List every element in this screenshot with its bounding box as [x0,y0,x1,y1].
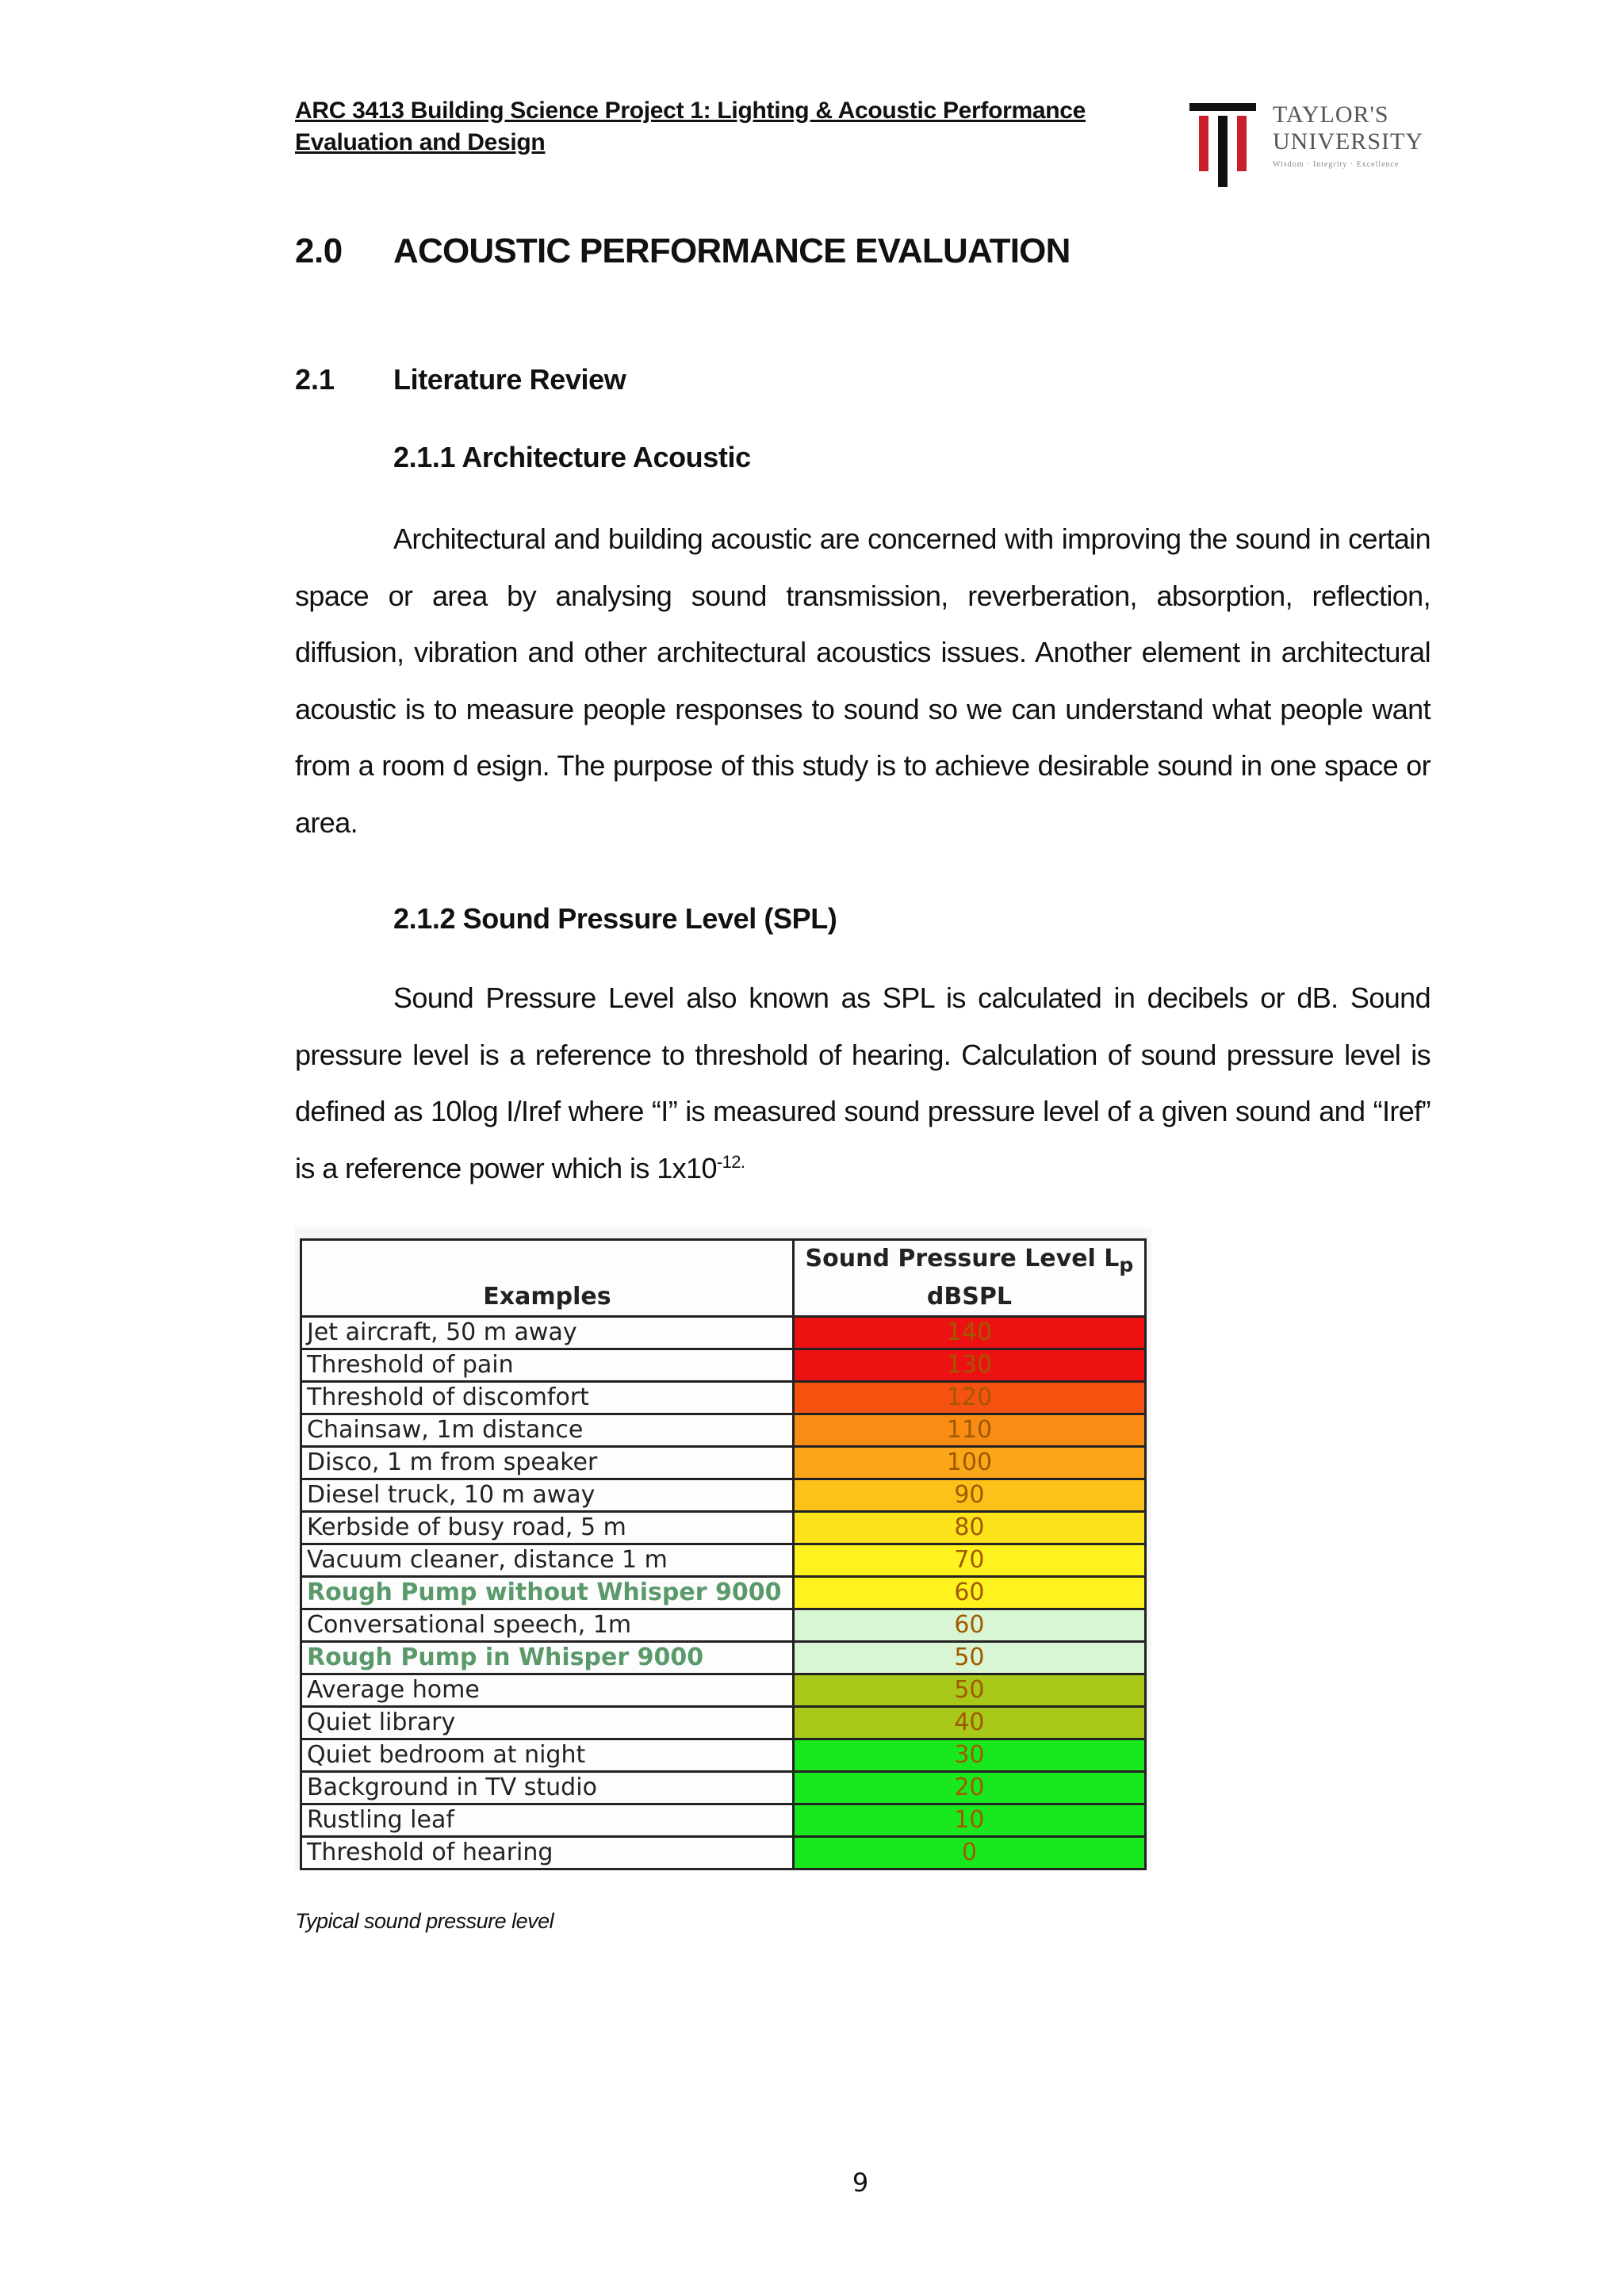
table-row [301,1642,1146,1674]
spl-value-cell: 70 [793,1544,1145,1577]
spl-table-figure [295,1227,1151,1869]
table-row [301,1609,1146,1642]
table-row [301,1772,1146,1804]
example-cell: Rough Pump in Whisper 9000 [301,1642,794,1674]
table-row [301,1739,1146,1772]
spl-value-cell: 140 [793,1317,1145,1349]
table-row [301,1382,1146,1414]
example-cell: Chainsaw, 1m distance [301,1414,794,1447]
table-row [301,1707,1146,1739]
table-row [301,1414,1146,1447]
example-cell: Threshold of discomfort [301,1382,794,1414]
spl-column-header [793,1240,1145,1317]
spl-value-cell: 40 [793,1707,1145,1739]
table-row [301,1544,1146,1577]
spl-header-line1: Sound Pressure Level L [805,1245,1120,1272]
example-cell: Rough Pump without Whisper 9000 [301,1577,794,1609]
spl-value-cell: 30 [793,1739,1145,1772]
table-row [301,1837,1146,1869]
logo-text-line2: UNIVERSITY [1273,128,1423,155]
spl-value-cell: 10 [793,1804,1145,1837]
section-title: ACOUSTIC PERFORMANCE EVALUATION [393,232,1071,270]
page-number: 9 [852,2168,869,2198]
architecture-acoustic-heading: 2.1.1 Architecture Acoustic [393,441,751,473]
example-cell: Jet aircraft, 50 m away [301,1317,794,1349]
subsection-title: Literature Review [393,363,626,396]
spl-value-cell: 20 [793,1772,1145,1804]
spl-value-cell: 50 [793,1642,1145,1674]
table-body [301,1317,1146,1869]
logo-tagline: Wisdom · Integrity · Excellence [1273,160,1400,169]
table-row [301,1479,1146,1512]
example-cell: Background in TV studio [301,1772,794,1804]
example-cell: Average home [301,1674,794,1707]
spl-value-cell: 130 [793,1349,1145,1382]
example-cell: Threshold of pain [301,1349,794,1382]
spl-paragraph-text: Sound Pressure Level also known as SPL is calculated in decibels or dB. Sound pressure level is a reference to threshold of hearing. Calculation of sound pressure level is defined as 10log I/Iref where “I” is measured sound pressure level of a given sound and “Iref” is a reference power which is 1x10 [295,982,1431,1184]
spl-table [300,1238,1147,1870]
example-cell: Kerbside of busy road, 5 m [301,1512,794,1544]
architecture-acoustic-paragraph: Architectural and building acoustic are concerned with improving the sound in certain space or area by analysing sound transmission, reverberation, absorption, reflection, diffusion, vibration and other architectural acoustics issues. Another element in architectural acoustic is to measure people responses to sound so we can understand what people want from a room d esign. The purpose of this study is to achieve desirable sound in one space or area. [295,522,1431,839]
spl-heading: 2.1.2 Sound Pressure Level (SPL) [393,902,837,935]
table-caption: Typical sound pressure level [295,1909,554,1933]
logo-text-line1: TAYLOR'S [1273,101,1389,128]
spl-value-cell: 120 [793,1382,1145,1414]
document-header-title [295,95,1088,159]
example-cell: Quiet library [301,1707,794,1739]
table-row [301,1512,1146,1544]
spl-value-cell: 60 [793,1609,1145,1642]
example-cell: Quiet bedroom at night [301,1739,794,1772]
example-cell: Conversational speech, 1m [301,1609,794,1642]
table-row [301,1317,1146,1349]
example-cell: Threshold of hearing [301,1837,794,1869]
spl-value-cell: 50 [793,1674,1145,1707]
table-row [301,1804,1146,1837]
example-cell: Rustling leaf [301,1804,794,1837]
spl-value-cell: 100 [793,1447,1145,1479]
table-header-row [301,1240,1146,1317]
header-title-line2: Evaluation and Design [295,129,546,155]
spl-value-cell: 80 [793,1512,1145,1544]
university-crest-icon [1189,101,1261,189]
section-number: 2.0 [295,232,343,270]
examples-column-header: Examples [301,1240,794,1317]
spl-value-cell: 0 [793,1837,1145,1869]
table-row [301,1349,1146,1382]
table-row [301,1674,1146,1707]
university-logo [1189,101,1427,197]
spl-value-cell: 90 [793,1479,1145,1512]
header-title-line1: ARC 3413 Building Science Project 1: Lighting & Acoustic Performance [295,98,1086,124]
spl-value-cell: 110 [793,1414,1145,1447]
subsection-number: 2.1 [295,363,335,396]
example-cell: Diesel truck, 10 m away [301,1479,794,1512]
spl-header-subscript: p [1119,1253,1134,1276]
spl-header-line2: dBSPL [926,1283,1012,1311]
spl-paragraph [295,970,1431,1196]
example-cell: Disco, 1 m from speaker [301,1447,794,1479]
example-cell: Vacuum cleaner, distance 1 m [301,1544,794,1577]
spl-value-cell: 60 [793,1577,1145,1609]
table-row [301,1447,1146,1479]
spl-exponent: -12. [716,1151,745,1172]
table-row [301,1577,1146,1609]
